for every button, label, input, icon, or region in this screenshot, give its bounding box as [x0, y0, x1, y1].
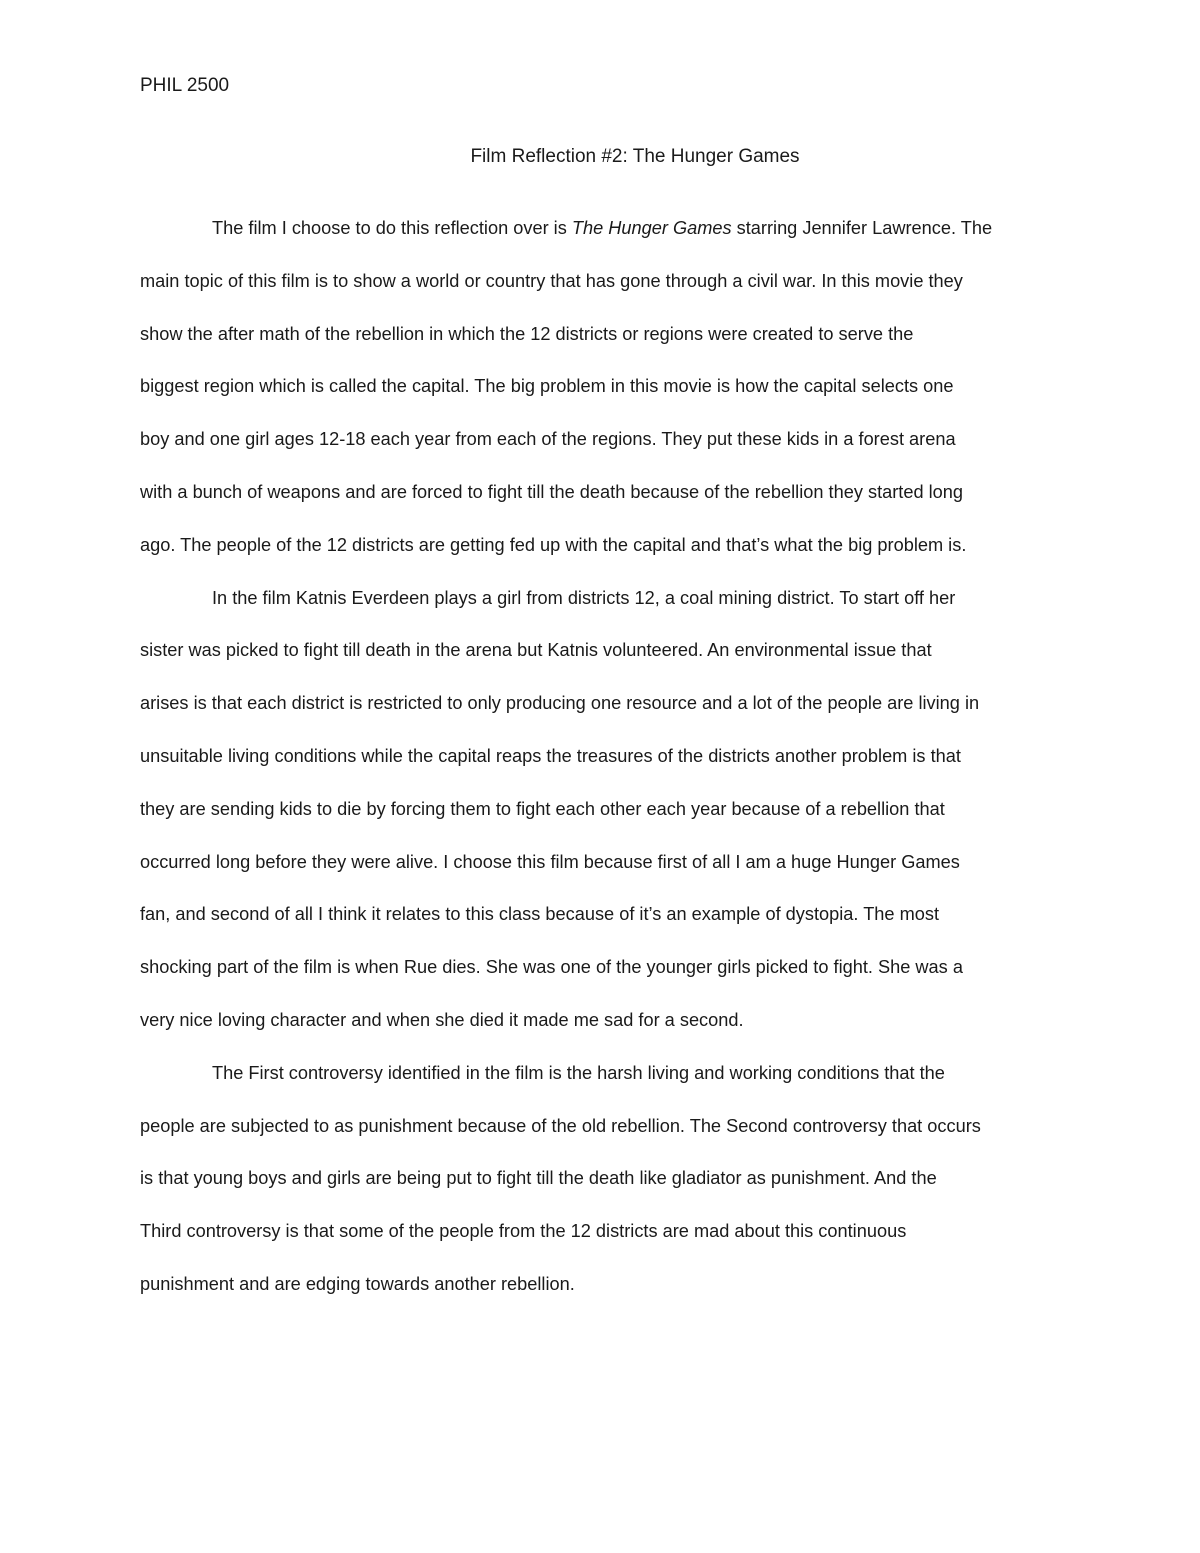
course-code: PHIL 2500 [140, 75, 230, 96]
body-line: show the after math of the rebellion in which the 12 districts or regions were created to serve the [140, 323, 914, 344]
film-title-italic: The Hunger Games [571, 218, 732, 238]
body-line: they are sending kids to die by forcing them to fight each other each year because of a rebellion that [140, 798, 945, 819]
body-line: biggest region which is called the capital. The big problem in this movie is how the capital selects one [140, 376, 954, 397]
paragraph-2 [140, 583, 1070, 1058]
body-line: sister was picked to fight till death in the arena but Katnis volunteered. An environmental issue that [140, 640, 932, 661]
body-line: ago. The people of the 12 districts are getting fed up with the capital and that’s what the big problem is. [140, 534, 967, 555]
body-line: Third controversy is that some of the people from the 12 districts are mad about this continuous [140, 1221, 907, 1242]
body-line: very nice loving character and when she died it made me sad for a second. [140, 1009, 744, 1030]
paragraph-3 [140, 1058, 1070, 1322]
paragraph-1 [140, 213, 1070, 583]
body-line [140, 213, 1070, 266]
body-line: people are subjected to as punishment because of the old rebellion. The Second controversy that occurs [140, 1115, 981, 1136]
body-line: boy and one girl ages 12-18 each year from each of the regions. They put these kids in a forest arena [140, 429, 956, 450]
body-line: shocking part of the film is when Rue dies. She was one of the younger girls picked to fight. She was a [140, 957, 963, 978]
body-text: The film I choose to do this reflection over is [212, 218, 572, 238]
body-line: punishment and are edging towards another rebellion. [140, 1273, 575, 1294]
body-line: is that young boys and girls are being put to fight till the death like gladiator as punishment. And the [140, 1168, 937, 1189]
body-line: main topic of this film is to show a world or country that has gone through a civil war. In this movie they [140, 270, 963, 291]
body-line: The First controversy identified in the film is the harsh living and working conditions that the [212, 1062, 945, 1083]
document-title: Film Reflection #2: The Hunger Games [470, 146, 800, 167]
body-line: occurred long before they were alive. I choose this film because first of all I am a huge Hunger Games [140, 851, 960, 872]
body-line: fan, and second of all I think it relates to this class because of it’s an example of dystopia. The most [140, 904, 940, 925]
body-line: arises is that each district is restricted to only producing one resource and a lot of the people are living in [140, 693, 980, 714]
body-line: unsuitable living conditions while the capital reaps the treasures of the districts another problem is that [140, 745, 961, 766]
body-line: with a bunch of weapons and are forced to fight till the death because of the rebellion they started long [140, 481, 964, 502]
body-line: In the film Katnis Everdeen plays a girl from districts 12, a coal mining district. To start off her [212, 587, 956, 608]
document-body [140, 213, 1070, 1322]
body-text: starring Jennifer Lawrence. The [731, 218, 993, 238]
